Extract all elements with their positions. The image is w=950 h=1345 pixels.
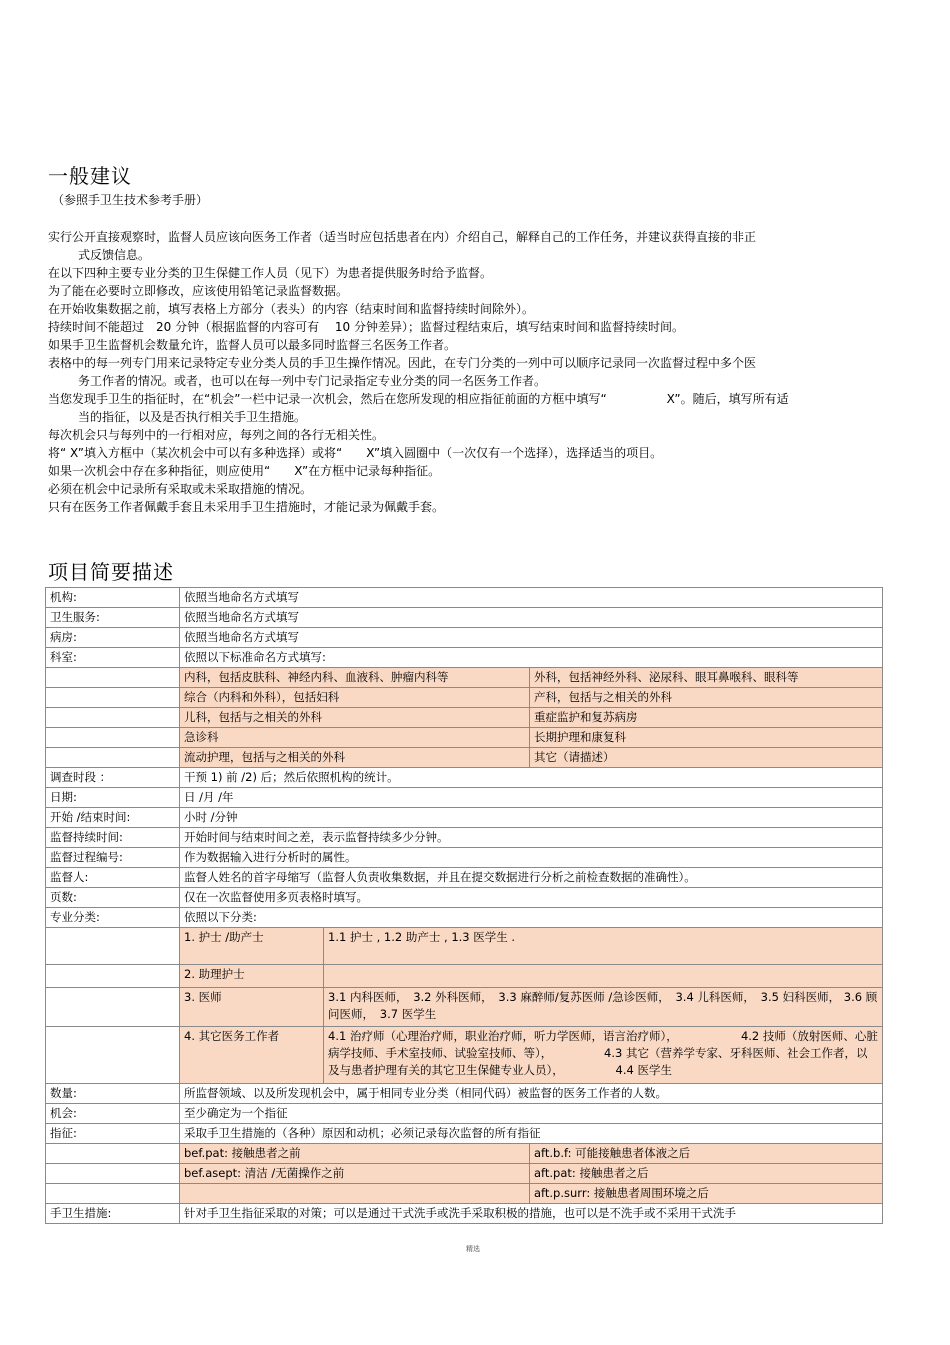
table-row-opportunity xyxy=(46,1104,883,1124)
instruction-line: 每次机会只与每列中的一行相对应，每列之间的各行无相关性。 xyxy=(48,428,385,442)
profession-row xyxy=(46,928,883,965)
table-row-health_service xyxy=(46,608,883,628)
empty-cell xyxy=(46,1027,180,1084)
row-label: 病房: xyxy=(46,628,180,648)
row-value: 日 /月 /年 xyxy=(180,788,883,808)
instruction-line: 将“ X”填入方框中（某次机会中可以有多种选择）或将“ X”填入圆圈中（一次仅有一个选择），选择适当的项目。 xyxy=(48,446,663,460)
row-value: 依照以下分类: xyxy=(180,908,883,928)
indication-option: aft.b.f: 可能接触患者体液之后 xyxy=(530,1144,883,1164)
row-label: 数量: xyxy=(46,1084,180,1104)
profession-detail xyxy=(324,965,883,988)
empty-cell xyxy=(46,748,180,768)
department-option: 长期护理和康复科 xyxy=(530,728,883,748)
department-option: 综合（内科和外科），包括妇科 xyxy=(180,688,530,708)
department-option-row xyxy=(46,708,883,728)
table-row-department xyxy=(46,648,883,668)
row-label: 调查时段 ： xyxy=(46,768,180,788)
table-row-start_end_time xyxy=(46,808,883,828)
row-label: 机会: xyxy=(46,1104,180,1124)
row-label: 专业分类: xyxy=(46,908,180,928)
instruction-line: 为了能在必要时立即修改，应该使用铅笔记录监督数据。 xyxy=(48,284,349,298)
instruction-line: 如果手卫生监督机会数量允许，监督人员可以最多同时监督三名医务工作者。 xyxy=(48,338,457,352)
table-row-observer xyxy=(46,868,883,888)
row-label: 监督过程编号: xyxy=(46,848,180,868)
table-row-duration xyxy=(46,828,883,848)
indication-option: aft.p.surr: 接触患者周围环境之后 xyxy=(530,1184,883,1204)
instruction-line: 务工作者的情况。或者，也可以在每一列中专门记录指定专业分类的同一名医务工作者。 xyxy=(78,374,547,388)
indication-option: bef.pat: 接触患者之前 xyxy=(180,1144,530,1164)
description-table xyxy=(45,587,883,1224)
table-row-institution xyxy=(46,588,883,608)
section-title-summary: 项目简要描述 xyxy=(48,560,174,584)
instruction-line: 式反馈信息。 xyxy=(78,248,151,262)
profession-row xyxy=(46,965,883,988)
instruction-line: 实行公开直接观察时，监督人员应该向医务工作者（适当时应包括患者在内）介绍自己，解释自己的工作任务，并建议获得直接的非正 xyxy=(48,230,757,244)
profession-detail: 4.1 治疗师（心理治疗师，职业治疗师，听力学医师，语言治疗师）， 4.2 技师（放射医师、心脏病学技师、手术室技师、试验室技师、等）， 4.3 其它（营养学专家、牙科医师、社会工作者，以及与患者护理有关的其它卫生保健专业人员）， 4.4 医学生 xyxy=(324,1027,883,1084)
row-label: 开始 /结束时间: xyxy=(46,808,180,828)
instruction-line: 只有在医务工作者佩戴手套且未采用手卫生措施时，才能记录为佩戴手套。 xyxy=(48,500,445,514)
empty-cell xyxy=(46,965,180,988)
row-value: 小时 /分钟 xyxy=(180,808,883,828)
empty-cell xyxy=(46,688,180,708)
table-row-page_number xyxy=(46,888,883,908)
profession-row xyxy=(46,988,883,1027)
row-label: 指征: xyxy=(46,1124,180,1144)
profession-category: 1. 护士 /助产士 xyxy=(180,928,324,965)
empty-cell xyxy=(46,1184,180,1204)
table-row-count xyxy=(46,1084,883,1104)
row-label: 监督持续时间: xyxy=(46,828,180,848)
department-option: 其它（请描述） xyxy=(530,748,883,768)
row-value: 仅在一次监督使用多页表格时填写。 xyxy=(180,888,883,908)
table-row-indication xyxy=(46,1124,883,1144)
instruction-line: 当的指征，以及是否执行相关手卫生措施。 xyxy=(78,410,307,424)
empty-cell xyxy=(46,668,180,688)
indication-option: aft.pat: 接触患者之后 xyxy=(530,1164,883,1184)
indication-row xyxy=(46,1184,883,1204)
department-option: 重症监护和复苏病房 xyxy=(530,708,883,728)
department-option-row xyxy=(46,748,883,768)
empty-cell xyxy=(46,1144,180,1164)
row-value: 采取手卫生措施的（各种）原因和动机；必须记录每次监督的所有指征 xyxy=(180,1124,883,1144)
instruction-line: 如果一次机会中存在多种指征，则应使用“ X”在方框中记录每种指征。 xyxy=(48,464,441,478)
row-value: 监督人姓名的首字母缩写（监督人负责收集数据，并且在提交数据进行分析之前检查数据的准确性）。 xyxy=(180,868,883,888)
section-title-general: 一般建议 xyxy=(48,164,132,188)
indication-row xyxy=(46,1164,883,1184)
row-value: 至少确定为一个指征 xyxy=(180,1104,883,1124)
table-row-survey_period xyxy=(46,768,883,788)
table-row-date xyxy=(46,788,883,808)
footer-text: 精选 xyxy=(466,1245,480,1253)
department-option: 流动护理，包括与之相关的外科 xyxy=(180,748,530,768)
empty-cell xyxy=(46,708,180,728)
row-label: 页数: xyxy=(46,888,180,908)
row-value: 依照当地命名方式填写 xyxy=(180,588,883,608)
department-option: 内科，包括皮肤科、神经内科、血液科、肿瘤内科等 xyxy=(180,668,530,688)
department-option-row xyxy=(46,668,883,688)
row-value: 所监督领域、以及所发现机会中，属于相同专业分类（相同代码）被监督的医务工作者的人数。 xyxy=(180,1084,883,1104)
row-label: 日期: xyxy=(46,788,180,808)
department-option: 儿科，包括与之相关的外科 xyxy=(180,708,530,728)
instruction-line: 表格中的每一列专门用来记录特定专业分类人员的手卫生操作情况。因此，在专门分类的一列中可以顺序记录同一次监督过程中多个医 xyxy=(48,356,757,370)
empty-cell xyxy=(46,988,180,1027)
profession-detail: 3.1 内科医师， 3.2 外科医师， 3.3 麻醉师/复苏医师 /急诊医师， 3.4 儿科医师， 3.5 妇科医师， 3.6 顾问医师， 3.7 医学生 xyxy=(324,988,883,1027)
department-option-row xyxy=(46,728,883,748)
department-option: 产科，包括与之相关的外科 xyxy=(530,688,883,708)
table-row-ward xyxy=(46,628,883,648)
empty-cell xyxy=(46,728,180,748)
table-row-profession xyxy=(46,908,883,928)
row-value: 依照以下标准命名方式填写: xyxy=(180,648,883,668)
instruction-line: 在开始收集数据之前，填写表格上方部分（表头）的内容（结束时间和监督持续时间除外）。 xyxy=(48,302,535,316)
row-label: 手卫生措施: xyxy=(46,1204,180,1224)
instructions-paragraph xyxy=(48,228,894,516)
empty-cell xyxy=(46,928,180,965)
profession-row xyxy=(46,1027,883,1084)
row-value: 依照当地命名方式填写 xyxy=(180,628,883,648)
profession-category: 4. 其它医务工作者 xyxy=(180,1027,324,1084)
instruction-line: 必须在机会中记录所有采取或未采取措施的情况。 xyxy=(48,482,313,496)
row-label: 科室: xyxy=(46,648,180,668)
instruction-line: 持续时间不能超过 20 分钟（根据监督的内容可有 10 分钟差异）；监督过程结束后，填写结束时间和监督持续时间。 xyxy=(48,320,684,334)
profession-detail: 1.1 护士 , 1.2 助产士 , 1.3 医学生 . xyxy=(324,928,883,965)
instruction-line: 在以下四种主要专业分类的卫生保健工作人员（见下）为患者提供服务时给予监督。 xyxy=(48,266,493,280)
indication-option xyxy=(180,1184,530,1204)
table-row-session_number xyxy=(46,848,883,868)
row-label: 监督人: xyxy=(46,868,180,888)
profession-category: 2. 助理护士 xyxy=(180,965,324,988)
table-row-hand_hygiene xyxy=(46,1204,883,1224)
department-option-row xyxy=(46,688,883,708)
row-value: 开始时间与结束时间之差，表示监督持续多少分钟。 xyxy=(180,828,883,848)
row-value: 作为数据输入进行分析时的属性。 xyxy=(180,848,883,868)
section-subtitle: （参照手卫生技术参考手册） xyxy=(52,193,209,207)
indication-option: bef.asept: 清洁 /无菌操作之前 xyxy=(180,1164,530,1184)
row-value: 干预 1) 前 /2) 后；然后依照机构的统计。 xyxy=(180,768,883,788)
department-option: 急诊科 xyxy=(180,728,530,748)
indication-row xyxy=(46,1144,883,1164)
row-label: 卫生服务: xyxy=(46,608,180,628)
instruction-line: 当您发现手卫生的指征时，在“机会”一栏中记录一次机会，然后在您所发现的相应指征前面的方框中填写“ X”。随后，填写所有适 xyxy=(48,392,789,406)
row-value: 针对手卫生指征采取的对策；可以是通过干式洗手或洗手采取积极的措施，也可以是不洗手或不采用干式洗手 xyxy=(180,1204,883,1224)
empty-cell xyxy=(46,1164,180,1184)
row-label: 机构: xyxy=(46,588,180,608)
row-value: 依照当地命名方式填写 xyxy=(180,608,883,628)
profession-category: 3. 医师 xyxy=(180,988,324,1027)
department-option: 外科，包括神经外科、泌尿科、眼耳鼻喉科、眼科等 xyxy=(530,668,883,688)
